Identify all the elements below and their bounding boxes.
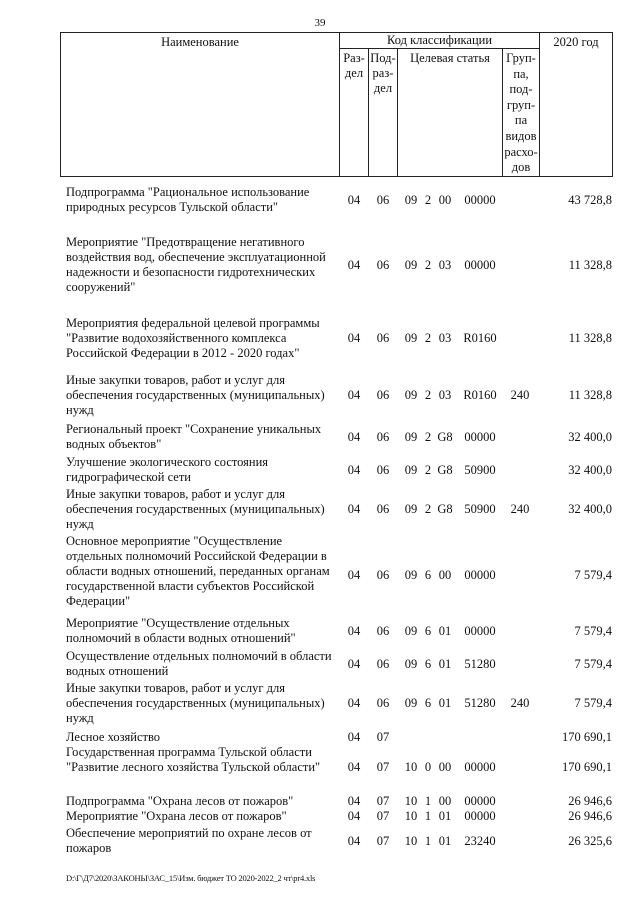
header-podrazdel-line: Под- bbox=[370, 51, 396, 65]
row-razdel: 04 bbox=[347, 463, 361, 477]
header-year bbox=[539, 32, 613, 177]
row-target-program: 09 bbox=[404, 568, 418, 582]
header-group-line: под- bbox=[509, 82, 533, 97]
row-razdel: 04 bbox=[347, 730, 361, 744]
row-target-event: 03 bbox=[438, 258, 452, 272]
row-amount: 7 579,4 bbox=[574, 624, 612, 638]
row-name: Мероприятие "Предотвращение негативного воздействия вод, обеспечение эксплуатационной надежности и безопасности гидротехнических сооружений" bbox=[66, 235, 326, 294]
row-amount: 170 690,1 bbox=[562, 760, 612, 774]
header-razdel bbox=[339, 48, 369, 177]
row-target-direction: 50900 bbox=[464, 502, 496, 516]
row-target-event: G8 bbox=[437, 463, 453, 477]
row-expense-group: 240 bbox=[510, 502, 530, 516]
row-amount: 170 690,1 bbox=[562, 730, 612, 744]
row-target-subprogram: 2 bbox=[424, 258, 432, 272]
row-target-program: 09 bbox=[404, 193, 418, 207]
row-razdel: 04 bbox=[347, 809, 361, 823]
row-podrazdel: 06 bbox=[376, 657, 390, 671]
row-amount: 26 946,6 bbox=[568, 794, 612, 808]
row-name: Подпрограмма "Рациональное использование природных ресурсов Тульской области" bbox=[66, 185, 310, 214]
row-target-subprogram: 6 bbox=[424, 696, 432, 710]
row-target-direction: R0160 bbox=[463, 388, 497, 402]
row-amount: 43 728,8 bbox=[568, 193, 612, 207]
row-target-direction: R0160 bbox=[463, 331, 497, 345]
row-razdel: 04 bbox=[347, 624, 361, 638]
row-target-direction: 00000 bbox=[464, 809, 496, 823]
row-target-event: G8 bbox=[437, 430, 453, 444]
row-name: Иные закупки товаров, работ и услуг для обеспечения государственных (муниципальных) нужд bbox=[66, 487, 325, 531]
row-razdel: 04 bbox=[347, 834, 361, 848]
row-razdel: 04 bbox=[347, 331, 361, 345]
row-name: Государственная программа Тульской области "Развитие лесного хозяйства Тульской области" bbox=[66, 745, 321, 774]
row-name: Иные закупки товаров, работ и услуг для обеспечения государственных (муниципальных) нужд bbox=[66, 373, 325, 417]
row-target-subprogram: 1 bbox=[424, 809, 432, 823]
row-podrazdel: 06 bbox=[376, 430, 390, 444]
row-target-direction: 00000 bbox=[464, 193, 496, 207]
row-target-direction: 50900 bbox=[464, 463, 496, 477]
row-target-event: 01 bbox=[438, 657, 452, 671]
row-amount: 11 328,8 bbox=[568, 388, 612, 402]
row-amount: 11 328,8 bbox=[568, 258, 612, 272]
row-target-program: 10 bbox=[404, 834, 418, 848]
row-name: Лесное хозяйство bbox=[66, 730, 161, 744]
row-name: Мероприятия федеральной целевой программы "Развитие водохозяйственного комплекса Российской Федерации в 2012 - 2020 годах" bbox=[66, 316, 320, 360]
row-target-direction: 00000 bbox=[464, 760, 496, 774]
row-target-program: 09 bbox=[404, 696, 418, 710]
page-number: 39 bbox=[314, 17, 326, 29]
row-target-event: 00 bbox=[438, 794, 452, 808]
row-target-event: 00 bbox=[438, 760, 452, 774]
header-target-label: Целевая статья bbox=[410, 51, 490, 65]
row-target-subprogram: 1 bbox=[424, 834, 432, 848]
row-expense-group: 240 bbox=[510, 696, 530, 710]
row-podrazdel: 06 bbox=[376, 696, 390, 710]
row-amount: 32 400,0 bbox=[568, 502, 612, 516]
row-razdel: 04 bbox=[347, 568, 361, 582]
row-target-subprogram: 2 bbox=[424, 193, 432, 207]
row-amount: 11 328,8 bbox=[568, 331, 612, 345]
row-amount: 32 400,0 bbox=[568, 430, 612, 444]
row-podrazdel: 06 bbox=[376, 568, 390, 582]
row-target-subprogram: 2 bbox=[424, 388, 432, 402]
row-podrazdel: 06 bbox=[376, 193, 390, 207]
row-target-program: 09 bbox=[404, 624, 418, 638]
header-year-label: 2020 год bbox=[553, 35, 599, 49]
row-target-program: 10 bbox=[404, 760, 418, 774]
header-code-label: Код классификации bbox=[386, 33, 493, 47]
row-target-direction: 23240 bbox=[464, 834, 496, 848]
row-target-program: 09 bbox=[404, 430, 418, 444]
row-name: Иные закупки товаров, работ и услуг для обеспечения государственных (муниципальных) нужд bbox=[66, 681, 325, 725]
row-podrazdel: 07 bbox=[376, 760, 390, 774]
header-target bbox=[397, 48, 503, 177]
row-razdel: 04 bbox=[347, 760, 361, 774]
row-podrazdel: 06 bbox=[376, 463, 390, 477]
row-target-subprogram: 6 bbox=[424, 624, 432, 638]
row-target-program: 09 bbox=[404, 657, 418, 671]
header-group-line: расхо- bbox=[504, 144, 538, 159]
row-razdel: 04 bbox=[347, 388, 361, 402]
row-target-event: 03 bbox=[438, 388, 452, 402]
row-target-direction: 00000 bbox=[464, 624, 496, 638]
row-target-program: 10 bbox=[404, 794, 418, 808]
row-target-subprogram: 6 bbox=[424, 568, 432, 582]
row-amount: 7 579,4 bbox=[574, 696, 612, 710]
header-group-line: па, bbox=[513, 66, 529, 81]
row-target-program: 09 bbox=[404, 388, 418, 402]
row-podrazdel: 07 bbox=[376, 834, 390, 848]
row-target-direction: 00000 bbox=[464, 794, 496, 808]
row-name: Мероприятие "Охрана лесов от пожаров" bbox=[66, 809, 287, 823]
row-podrazdel: 07 bbox=[376, 794, 390, 808]
row-target-direction: 51280 bbox=[464, 696, 496, 710]
row-target-program: 09 bbox=[404, 331, 418, 345]
row-razdel: 04 bbox=[347, 794, 361, 808]
row-target-direction: 00000 bbox=[464, 430, 496, 444]
row-podrazdel: 06 bbox=[376, 331, 390, 345]
row-target-event: G8 bbox=[437, 502, 453, 516]
row-target-subprogram: 1 bbox=[424, 794, 432, 808]
row-target-direction: 00000 bbox=[464, 568, 496, 582]
row-name: Обеспечение мероприятий по охране лесов от пожаров bbox=[66, 826, 312, 855]
row-name: Мероприятие "Осуществление отдельных полномочий в области водных отношений" bbox=[66, 616, 296, 645]
header-group-line: видов bbox=[505, 128, 537, 143]
row-target-event: 00 bbox=[438, 193, 452, 207]
row-target-event: 03 bbox=[438, 331, 452, 345]
header-name-label: Наименование bbox=[161, 35, 239, 49]
row-target-event: 01 bbox=[438, 624, 452, 638]
row-podrazdel: 07 bbox=[376, 730, 390, 744]
row-name: Улучшение экологического состояния гидрографической сети bbox=[66, 455, 269, 484]
header-group-line: дов bbox=[511, 160, 531, 175]
row-name: Основное мероприятие "Осуществление отдельных полномочий Российской Федерации в области водных отношений, переданных органам государственной власти субъектов Российской Федерации" bbox=[66, 534, 330, 608]
header-podrazdel-line: дел bbox=[373, 81, 393, 95]
row-amount: 26 946,6 bbox=[568, 809, 612, 823]
row-target-subprogram: 0 bbox=[424, 760, 432, 774]
header-code bbox=[339, 32, 540, 49]
row-target-program: 09 bbox=[404, 258, 418, 272]
row-amount: 32 400,0 bbox=[568, 463, 612, 477]
row-target-subprogram: 6 bbox=[424, 657, 432, 671]
row-target-program: 09 bbox=[404, 463, 418, 477]
row-target-event: 01 bbox=[438, 834, 452, 848]
row-razdel: 04 bbox=[347, 657, 361, 671]
header-podrazdel bbox=[368, 48, 398, 177]
row-podrazdel: 06 bbox=[376, 624, 390, 638]
row-target-event: 01 bbox=[438, 696, 452, 710]
header-podrazdel-line: раз- bbox=[372, 66, 394, 80]
row-razdel: 04 bbox=[347, 430, 361, 444]
row-podrazdel: 07 bbox=[376, 809, 390, 823]
row-expense-group: 240 bbox=[510, 388, 530, 402]
row-target-direction: 00000 bbox=[464, 258, 496, 272]
header-razdel-line: Раз- bbox=[343, 51, 365, 65]
row-razdel: 04 bbox=[347, 258, 361, 272]
row-razdel: 04 bbox=[347, 502, 361, 516]
row-target-program: 09 bbox=[404, 502, 418, 516]
header-name bbox=[60, 32, 340, 177]
row-target-event: 00 bbox=[438, 568, 452, 582]
row-target-subprogram: 2 bbox=[424, 331, 432, 345]
row-razdel: 04 bbox=[347, 193, 361, 207]
row-amount: 26 325,6 bbox=[568, 834, 612, 848]
row-target-subprogram: 2 bbox=[424, 430, 432, 444]
row-name: Подпрограмма "Охрана лесов от пожаров" bbox=[66, 794, 294, 808]
row-name: Осуществление отдельных полномочий в области водных отношений bbox=[66, 649, 332, 678]
row-razdel: 04 bbox=[347, 696, 361, 710]
row-podrazdel: 06 bbox=[376, 258, 390, 272]
row-podrazdel: 06 bbox=[376, 388, 390, 402]
header-group-line: па bbox=[514, 113, 528, 128]
row-podrazdel: 06 bbox=[376, 502, 390, 516]
row-amount: 7 579,4 bbox=[574, 568, 612, 582]
row-target-subprogram: 2 bbox=[424, 502, 432, 516]
header-group-line: Груп- bbox=[506, 51, 536, 65]
row-target-event: 01 bbox=[438, 809, 452, 823]
row-target-subprogram: 2 bbox=[424, 463, 432, 477]
header-group-line: груп- bbox=[506, 97, 536, 112]
file-path-footer: D:\Г\Д7\2020\ЗАКОНЫ\ЗАС_15\Изм. бюджет ТО 2020-2022_2 чт\pr4.xls bbox=[66, 873, 316, 883]
row-target-program: 10 bbox=[404, 809, 418, 823]
header-group bbox=[502, 48, 540, 177]
header-razdel-line: дел bbox=[344, 66, 364, 80]
row-amount: 7 579,4 bbox=[574, 657, 612, 671]
row-name: Региональный проект "Сохранение уникальных водных объектов" bbox=[66, 422, 322, 451]
row-target-direction: 51280 bbox=[464, 657, 496, 671]
